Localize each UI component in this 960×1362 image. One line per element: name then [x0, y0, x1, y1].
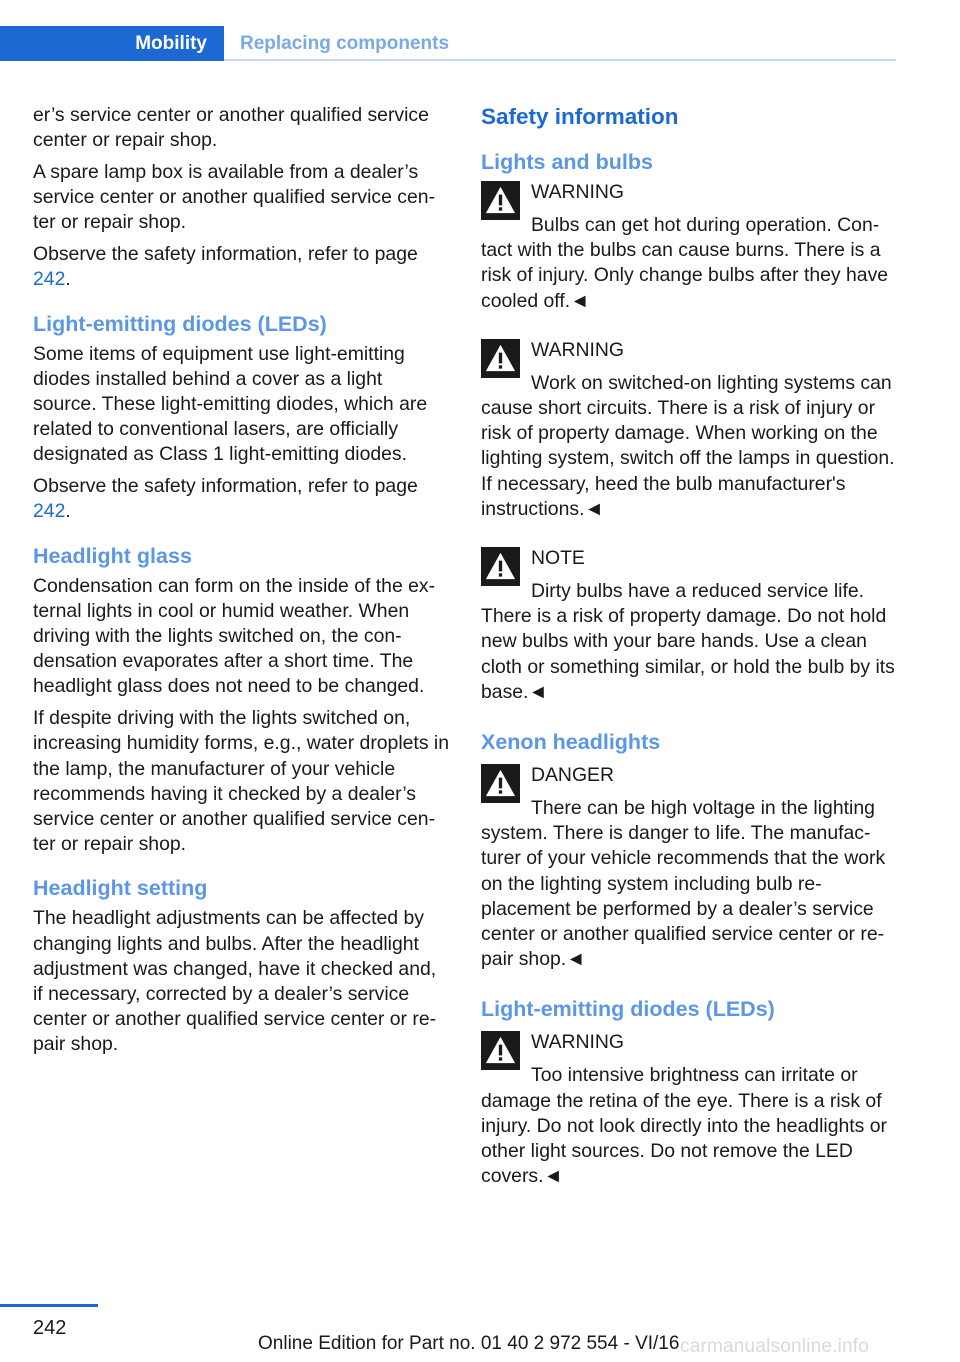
heading-headlight-setting: Headlight setting: [33, 876, 208, 901]
danger-block: [481, 763, 897, 972]
tab-mobility[interactable]: Mobility: [0, 26, 224, 61]
heading-leds-safety: Light-emitting diodes (LEDs): [481, 997, 775, 1022]
page-header: [0, 26, 896, 62]
danger-label: DANGER: [531, 764, 614, 787]
warning-block: [481, 1030, 897, 1189]
paragraph-text: Observe the safety information, refer to page: [33, 243, 418, 266]
paragraph: A spare lamp box is available from a dealer’s service center or another qualified service center or repair shop.: [33, 161, 436, 234]
paragraph: [33, 474, 449, 524]
warning-triangle-icon: [481, 764, 520, 803]
warning-block: [481, 180, 897, 314]
heading-leds: Light-emitting diodes (LEDs): [33, 311, 327, 336]
danger-text: There can be high voltage in the lighting system. There is danger to life. The manufacturer of your vehicle recommends that the work on the lighting system including bulb replacement be performed by a dealer’s service center or another qualified service center or repair shop.◄: [481, 797, 886, 971]
page-reference-link[interactable]: 242: [33, 500, 66, 523]
section-title: Safety information: [481, 104, 679, 129]
warning-text: Work on switched-on lighting systems can cause short circuits. There is a risk of injury or risk of property damage. When working on the lighting system, switch off the lamps in question. If necessary, heed the bulb manufacturer's instructions.◄: [481, 371, 895, 520]
warning-text: Bulbs can get hot during operation. Contact with the bulbs can cause burns. There is a risk of injury. Only change bulbs after they have cooled off.◄: [481, 214, 889, 312]
warning-block: [481, 338, 897, 522]
note-label: NOTE: [531, 547, 585, 570]
note-text: Dirty bulbs have a reduced service life. There is a risk of property damage. Do not hold new bulbs with your bare hands. Use a clean cloth or something similar, or hold the bulb by its base.◄: [481, 580, 895, 703]
warning-triangle-icon: [481, 547, 520, 586]
right-column: [481, 103, 897, 1213]
footer-divider: [0, 1304, 98, 1307]
paragraph-text: Observe the safety information, refer to page: [33, 475, 418, 498]
paragraph: If despite driving with the lights switched on, increasing humidity forms, e.g., water droplets in the lamp, the manufacturer of your vehicle recommends having it checked by a dealer’s service center or another qualified service center or repair shop.: [33, 707, 449, 856]
warning-triangle-icon: [481, 181, 520, 220]
edition-note: Online Edition for Part no. 01 40 2 972 554 - VI/16: [258, 1333, 680, 1354]
paragraph: [33, 242, 449, 292]
page-reference-link[interactable]: 242: [33, 268, 66, 291]
punctuation: .: [65, 268, 71, 291]
header-divider: [224, 59, 896, 61]
page-number: 242: [33, 1317, 67, 1339]
warning-text: Too intensive brightness can irritate or damage the retina of the eye. There is a risk of injury. Do not look directly into the headlights or other light sources. Do not remove the LED covers.◄: [481, 1064, 887, 1188]
note-block: [481, 546, 897, 705]
warning-triangle-icon: [481, 1031, 520, 1070]
warning-label: WARNING: [531, 181, 624, 203]
left-column: [33, 103, 449, 1064]
paragraph: Condensation can form on the inside of the external lights in cool or humid weather. When driving with the lights switched on, the condensation evaporates after a short time. The headlight glass does not need to be changed.: [33, 574, 436, 698]
paragraph: The headlight adjustments can be affected by changing lights and bulbs. After the headlight adjustment was changed, have it checked and, if necessary, corrected by a dealer’s service center or another qualified service center or repair shop.: [33, 907, 437, 1056]
paragraph: er’s service center or another qualified service center or repair shop.: [33, 104, 429, 152]
warning-triangle-icon: [481, 339, 520, 378]
warning-label: WARNING: [531, 338, 624, 361]
heading-lights-and-bulbs: Lights and bulbs: [481, 150, 653, 174]
heading-headlight-glass: Headlight glass: [33, 543, 192, 568]
watermark: carmanualsonline.info: [680, 1336, 870, 1357]
tab-replacing-components[interactable]: Replacing components: [240, 32, 450, 54]
heading-xenon-headlights: Xenon headlights: [481, 730, 661, 755]
paragraph: Some items of equipment use light-emitting diodes installed behind a cover as a light source. These light-emitting diodes, which are related to conventional lasers, are officially designated as Class 1 light-emitting diodes.: [33, 342, 428, 466]
punctuation: .: [65, 500, 71, 523]
warning-label: WARNING: [531, 1031, 624, 1054]
